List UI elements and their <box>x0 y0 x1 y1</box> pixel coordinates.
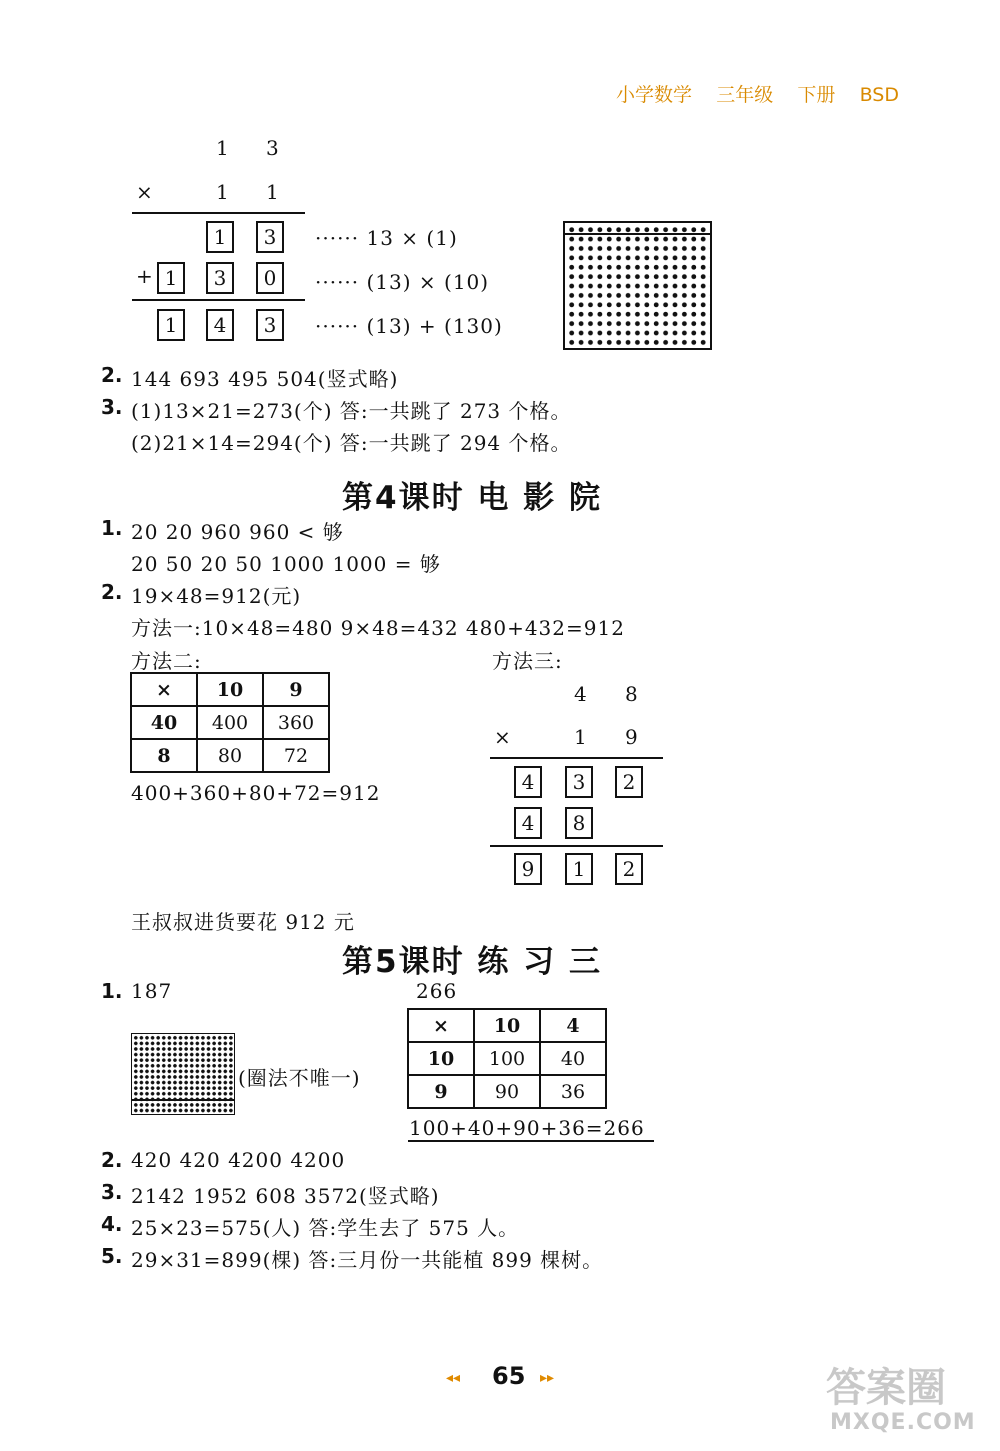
s5-q5-number: 5. <box>101 1244 123 1268</box>
s5-q3-number: 3. <box>101 1180 123 1204</box>
v-times: × <box>494 725 512 749</box>
section-5-title: 第5课时 练 习 三 <box>342 944 602 980</box>
v-bottom-1: 1 <box>574 725 588 749</box>
s5-q2-answer: 420 420 4200 4200 <box>131 1148 346 1172</box>
q3-answer-a: (1)13×21=273(个) 答:一共跳了 273 个格。 <box>131 399 572 423</box>
q3-answer-b: (2)21×14=294(个) 答:一共跳了 294 个格。 <box>131 431 572 455</box>
s4-final-answer: 王叔叔进货要花 912 元 <box>131 910 355 934</box>
vm-plus: + <box>136 264 154 288</box>
s5-q4-number: 4. <box>101 1212 123 1236</box>
dot-grid-187 <box>131 1033 235 1115</box>
s4-q2-answer: 19×48=912(元) <box>131 584 302 608</box>
table-header-cell: 9 <box>263 673 329 706</box>
s5-q3-answer: 2142 1952 608 3572(竖式略) <box>131 1184 440 1208</box>
table-cell: 100 <box>474 1042 540 1075</box>
s4-q2-number: 2. <box>101 580 123 604</box>
table-cell: 400 <box>197 706 263 739</box>
vm-note-1: ······ 13 × (1) <box>315 226 458 250</box>
s5-q4-answer: 25×23=575(人) 答:学生去了 575 人。 <box>131 1216 520 1240</box>
method-3-label: 方法三: <box>492 649 563 673</box>
v-box: 8 <box>565 807 593 839</box>
vm-note-2: ······ (13) × (10) <box>315 270 490 294</box>
prev-arrow-icon: ◂◂ <box>446 1370 461 1386</box>
table-cell: 36 <box>540 1075 606 1108</box>
s5-sum-underline <box>408 1140 654 1142</box>
vm-box: 1 <box>157 262 185 294</box>
v-box: 2 <box>615 853 643 885</box>
table-cell: 8 <box>131 739 197 772</box>
vm-box: 1 <box>157 309 185 341</box>
table-header-cell: 10 <box>474 1009 540 1042</box>
s5-q2-number: 2. <box>101 1148 123 1172</box>
s4-q1-line-a: 20 20 960 960 < 够 <box>131 520 344 544</box>
header-volume: 下册 <box>797 84 836 106</box>
v-box: 3 <box>565 766 593 798</box>
method-2-label: 方法二: <box>131 649 202 673</box>
vm-box: 3 <box>256 221 284 253</box>
q2-number: 2. <box>101 363 123 387</box>
vm-box: 3 <box>256 309 284 341</box>
v-box: 1 <box>565 853 593 885</box>
v-top-1: 4 <box>574 682 588 706</box>
s5-sum: 100+40+90+36=266 <box>409 1116 645 1140</box>
table-cell: 9 <box>408 1075 474 1108</box>
table-header-cell: × <box>408 1009 474 1042</box>
s5-q1-b: 266 <box>416 979 458 1003</box>
s5-q1-number: 1. <box>101 979 123 1003</box>
vm-times: × <box>136 180 154 204</box>
v-bottom-2: 9 <box>625 725 639 749</box>
page-number: 65 <box>492 1362 526 1390</box>
circle-note: (圈法不唯一) <box>238 1066 361 1090</box>
vm-line-1 <box>132 212 305 214</box>
dot-grid-divider <box>563 233 712 235</box>
table-cell: 90 <box>474 1075 540 1108</box>
header <box>616 80 899 107</box>
v-box: 9 <box>514 853 542 885</box>
s4-q1-number: 1. <box>101 516 123 540</box>
vm-box: 1 <box>206 221 234 253</box>
q2-answer: 144 693 495 504(竖式略) <box>131 367 399 391</box>
s5-q1-a: 187 <box>131 979 173 1003</box>
header-edition: BSD <box>859 84 899 106</box>
next-arrow-icon: ▸▸ <box>540 1370 555 1386</box>
table-cell: 10 <box>408 1042 474 1075</box>
vm-top-2: 3 <box>266 136 280 160</box>
table-header-cell: × <box>131 673 197 706</box>
dot-grid-187-divider <box>131 1099 235 1101</box>
method-2-sum: 400+360+80+72=912 <box>131 781 381 805</box>
v-line-2 <box>490 845 663 847</box>
method-2-table <box>130 672 330 773</box>
table-cell: 40 <box>540 1042 606 1075</box>
header-subject: 小学数学 <box>616 84 693 106</box>
vm-box: 4 <box>206 309 234 341</box>
watermark-logo: 答案圈 <box>826 1365 946 1411</box>
v-top-2: 8 <box>625 682 639 706</box>
vm-box: 0 <box>256 262 284 294</box>
v-box: 2 <box>615 766 643 798</box>
s5-q5-answer: 29×31=899(棵) 答:三月份一共能植 899 棵树。 <box>131 1248 604 1272</box>
section-4-title: 第4课时 电 影 院 <box>342 480 602 516</box>
vm-bottom-2: 1 <box>266 180 280 204</box>
v-box: 4 <box>514 807 542 839</box>
watermark-url: MXQE.COM <box>830 1410 976 1435</box>
table-header-cell: 10 <box>197 673 263 706</box>
s5-table <box>407 1008 607 1109</box>
table-header-cell: 4 <box>540 1009 606 1042</box>
table-cell: 360 <box>263 706 329 739</box>
vm-bottom-1: 1 <box>216 180 230 204</box>
method-1: 方法一:10×48=480 9×48=432 480+432=912 <box>131 616 625 640</box>
vm-top-1: 1 <box>216 136 230 160</box>
dot-grid-13x11 <box>563 221 712 350</box>
vm-note-3: ······ (13) + (130) <box>315 314 503 338</box>
table-cell: 40 <box>131 706 197 739</box>
table-cell: 80 <box>197 739 263 772</box>
table-cell: 72 <box>263 739 329 772</box>
q3-number: 3. <box>101 395 123 419</box>
vm-box: 3 <box>206 262 234 294</box>
s4-q1-line-b: 20 50 20 50 1000 1000 = 够 <box>131 552 441 576</box>
vm-line-2 <box>132 299 305 301</box>
header-grade: 三年级 <box>716 84 774 106</box>
v-box: 4 <box>514 766 542 798</box>
v-line-1 <box>490 757 663 759</box>
